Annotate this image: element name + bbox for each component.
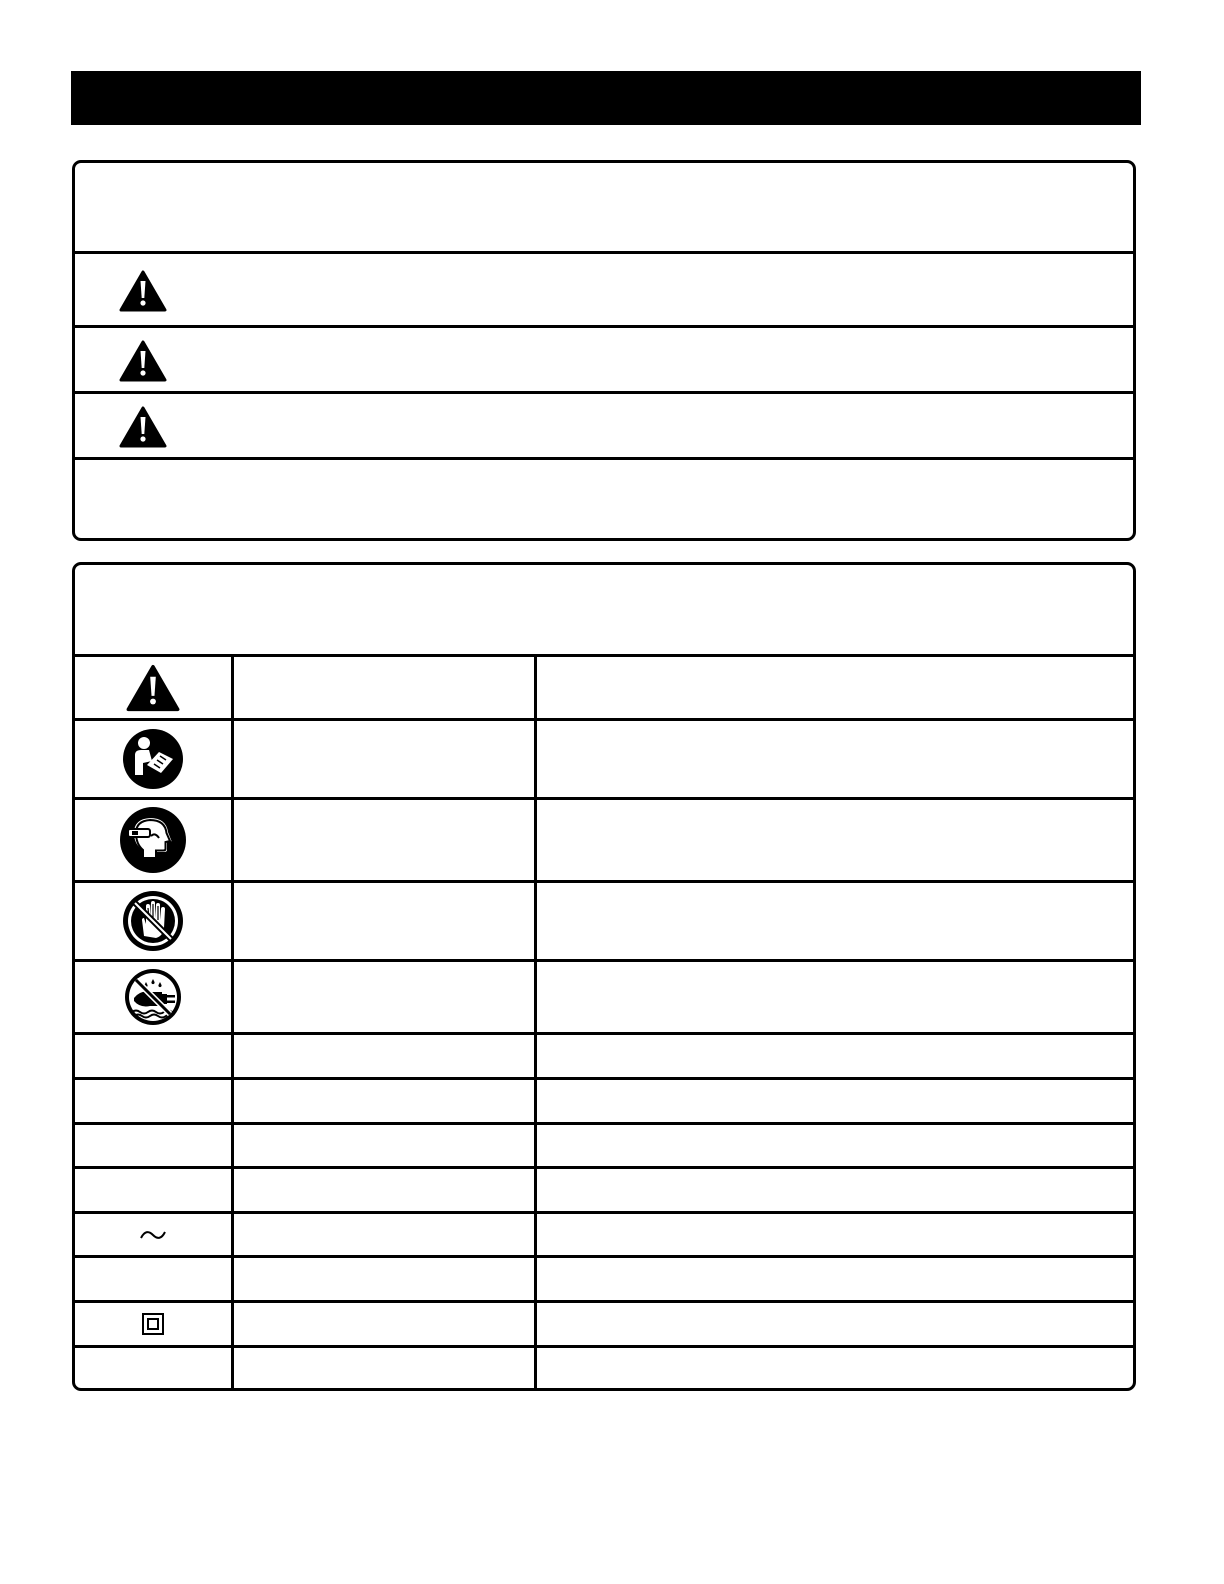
divider xyxy=(75,251,1133,254)
divider xyxy=(75,1255,1133,1258)
read-manual-icon xyxy=(75,721,231,797)
section-header-bar xyxy=(71,71,1141,125)
warning-triangle-icon xyxy=(115,336,171,386)
divider xyxy=(75,797,1133,800)
eye-protection-icon xyxy=(75,800,231,880)
divider xyxy=(75,1122,1133,1125)
divider xyxy=(75,718,1133,721)
double-insulation-icon xyxy=(75,1303,231,1345)
divider xyxy=(75,1345,1133,1348)
divider xyxy=(75,1166,1133,1169)
column-divider xyxy=(231,655,234,1388)
signal-words-box xyxy=(72,160,1136,541)
divider xyxy=(75,959,1133,962)
warning-triangle-icon xyxy=(115,402,171,452)
alternating-current-icon xyxy=(75,1214,231,1255)
divider xyxy=(75,325,1133,328)
divider xyxy=(75,1032,1133,1035)
symbols-table-box xyxy=(72,562,1136,1391)
divider xyxy=(75,457,1133,460)
no-wet-conditions-icon xyxy=(75,962,231,1032)
divider xyxy=(75,880,1133,883)
no-hands-icon xyxy=(75,883,231,959)
divider xyxy=(75,391,1133,394)
divider xyxy=(75,1077,1133,1080)
divider xyxy=(75,1300,1133,1303)
column-divider xyxy=(534,655,537,1388)
divider xyxy=(75,654,1133,657)
warning-triangle-icon xyxy=(75,657,231,718)
warning-triangle-icon xyxy=(115,266,171,316)
divider xyxy=(75,1211,1133,1214)
